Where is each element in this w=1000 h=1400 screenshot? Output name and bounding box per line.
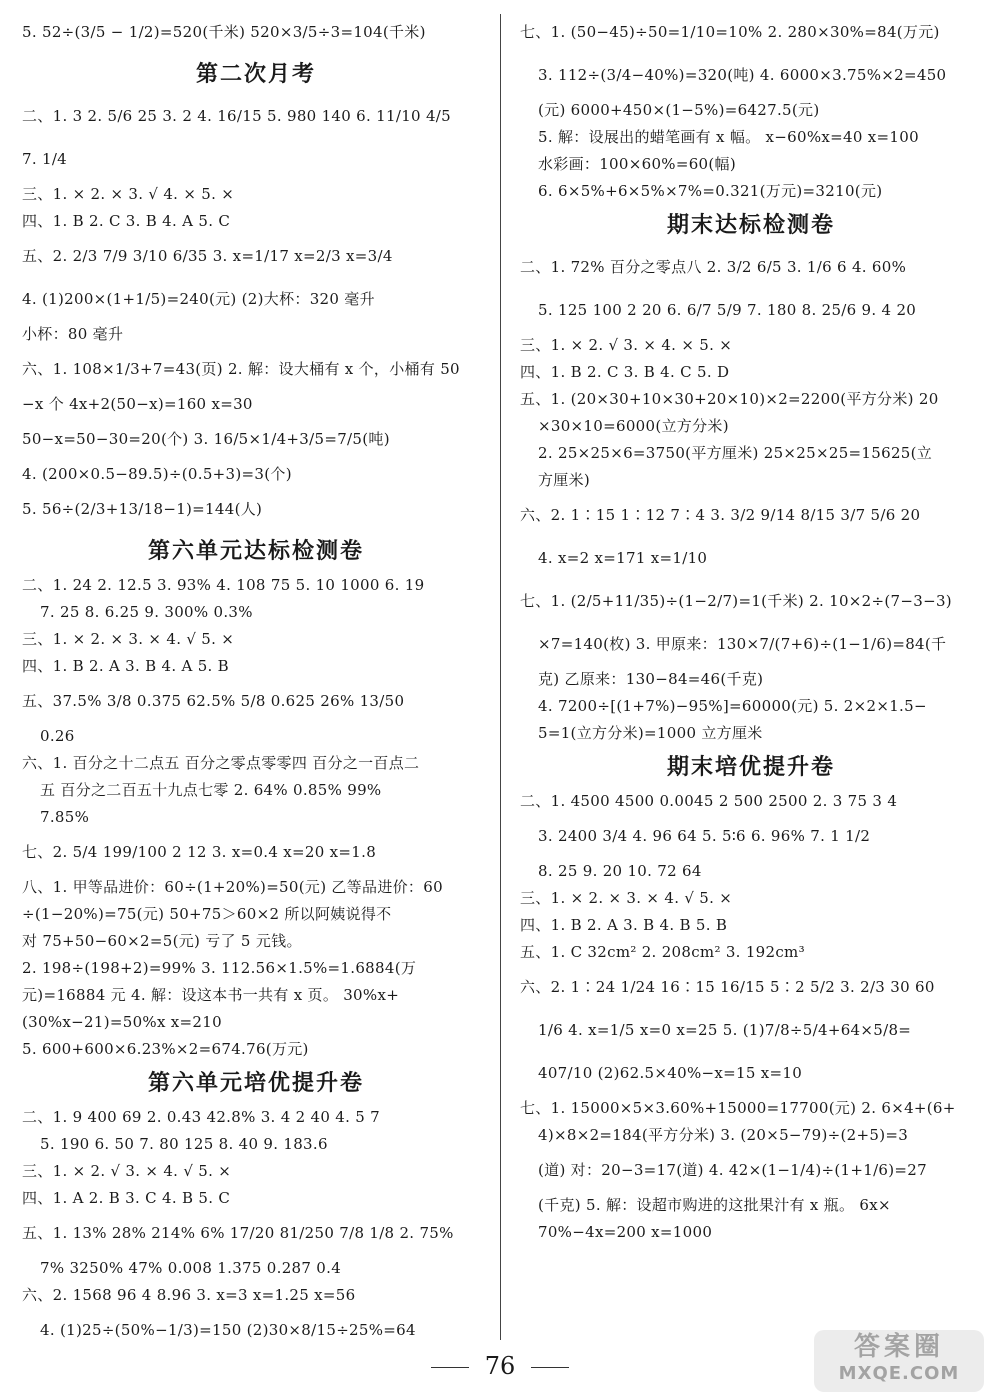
answer-line: 6. 6×5%+6×5%×7%=0.321(万元)=3210(元)	[538, 182, 883, 200]
answer-line: 5. 125 100 2 20 6. 6/7 5/9 7. 180 8. 25/6 9. 4 20	[538, 301, 917, 319]
answer-line: 5. 56÷(2/3+13/18−1)=144(人)	[22, 500, 263, 518]
answer-line: 六、2. 1∶15 1∶12 7∶4 3. 3/2 9/14 8/15 3/7 5/6 20	[520, 506, 921, 524]
answer-line: 5. 600+600×6.23%×2=674.76(万元)	[22, 1040, 309, 1058]
footer-dash-left	[431, 1367, 469, 1368]
column-divider	[500, 14, 501, 1340]
answer-line: 二、1. 24 2. 12.5 3. 93% 4. 108 75 5. 10 1000 6. 19	[22, 576, 425, 594]
answer-line: 四、1. B 2. A 3. B 4. A 5. B	[22, 657, 230, 675]
answer-line: 五、37.5% 3/8 0.375 62.5% 5/8 0.625 26% 13/50	[22, 692, 405, 710]
answer-line: (千克) 5. 解：设超市购进的这批果汁有 x 瓶。 6x×	[538, 1196, 891, 1214]
answer-line: 70%−4x=200 x=1000	[538, 1223, 713, 1241]
answer-line: ×7=140(枚) 3. 甲原来：130×7/(7+6)÷(1−1/6)=84(千	[538, 635, 947, 653]
answer-line: 407/10 (2)62.5×40%−x=15 x=10	[538, 1064, 803, 1082]
answer-line: 四、1. B 2. A 3. B 4. B 5. B	[520, 916, 728, 934]
answer-line: 7% 3250% 47% 0.008 1.375 0.287 0.4	[40, 1259, 342, 1277]
answer-line: 1/6 4. x=1/5 x=0 x=25 5. (1)7/8÷5/4+64×5/8=	[538, 1021, 912, 1039]
answer-line: 7.85%	[40, 808, 90, 826]
answer-line: 三、1. × 2. √ 3. × 4. √ 5. ×	[22, 1162, 232, 1180]
answer-line: 3. 2400 3/4 4. 96 64 5. 5∶6 6. 96% 7. 1 1/2	[538, 827, 871, 845]
section-heading: 第六单元达标检测卷	[147, 539, 364, 564]
answer-line: (道) 对：20−3=17(道) 4. 42×(1−1/4)÷(1+1/6)=27	[538, 1161, 927, 1179]
answer-line: 八、1. 甲等品进价：60÷(1+20%)=50(元) 乙等品进价：60	[22, 878, 443, 896]
answer-line: 六、2. 1∶24 1/24 16∶15 16/15 5∶2 5/2 3. 2/3 30 60	[520, 978, 935, 996]
answer-line: 8. 25 9. 20 10. 72 64	[538, 862, 702, 880]
answer-line: 二、1. 72% 百分之零点八 2. 3/2 6/5 3. 1/6 6 4. 60%	[520, 258, 907, 276]
answer-line: (30%x−21)=50%x x=210	[22, 1013, 222, 1031]
answer-line: 50−x=50−30=20(个) 3. 16/5×1/4+3/5=7/5(吨)	[22, 430, 390, 448]
page-number: 76	[484, 1352, 516, 1380]
answer-line: 2. 198÷(198+2)=99% 3. 112.56×1.5%=1.6884(万	[22, 959, 417, 977]
answer-line: 二、1. 9 400 69 2. 0.43 42.8% 3. 4 2 40 4. 5 7	[22, 1108, 381, 1126]
answer-line: 五、1. 13% 28% 214% 6% 17/20 81/250 7/8 1/8 2. 75%	[22, 1224, 454, 1242]
answer-line: 4. (200×0.5−89.5)÷(0.5+3)=3(个)	[22, 465, 292, 483]
answer-line: 方厘米)	[538, 471, 591, 489]
answer-line: 七、1. (2/5+11/35)÷(1−2/7)=1(千米) 2. 10×2÷(7−3−3)	[520, 592, 952, 610]
answer-line: 7. 1/4	[22, 150, 68, 168]
answer-line: 七、2. 5/4 199/100 2 12 3. x=0.4 x=20 x=1.8	[22, 843, 377, 861]
section-heading: 期末达标检测卷	[666, 213, 835, 238]
answer-line: 三、1. × 2. × 3. × 4. √ 5. ×	[520, 889, 733, 907]
answer-line: 4. (1)25÷(50%−1/3)=150 (2)30×8/15÷25%=64	[40, 1321, 416, 1339]
footer-dash-right	[531, 1367, 569, 1368]
answer-line: 四、1. B 2. C 3. B 4. C 5. D	[520, 363, 730, 381]
answer-line: 5=1(立方分米)=1000 立方厘米	[538, 724, 763, 742]
right-column	[520, 14, 982, 1249]
answer-line: 三、1. × 2. × 3. × 4. √ 5. ×	[22, 630, 235, 648]
answer-line: 五、2. 2/3 7/9 3/10 6/35 3. x=1/17 x=2/3 x=3/4	[22, 247, 393, 265]
section-heading: 期末培优提升卷	[666, 755, 835, 780]
answer-line: 5. 解：设展出的蜡笔画有 x 幅。 x−60%x=40 x=100	[538, 128, 919, 146]
watermark-logo	[814, 1330, 984, 1392]
answer-line: 三、1. × 2. √ 3. × 4. × 5. ×	[520, 336, 733, 354]
answer-line: 5. 190 6. 50 7. 80 125 8. 40 9. 183.6	[40, 1135, 328, 1153]
answer-line: 五、1. C 32cm² 2. 208cm² 3. 192cm³	[520, 943, 805, 961]
answer-line: 七、1. 15000×5×3.60%+15000=17700(元) 2. 6×4+(6+	[520, 1099, 956, 1117]
answer-line: (元) 6000+450×(1−5%)=6427.5(元)	[538, 101, 820, 119]
watermark-text: 答案圈	[853, 1332, 944, 1362]
answer-line: 六、1. 108×1/3+7=43(页) 2. 解：设大桶有 x 个，小桶有 50	[22, 360, 460, 378]
answer-line: 五 百分之二百五十九点七零 2. 64% 0.85% 99%	[40, 781, 382, 799]
answer-line: 元)=16884 元 4. 解：设这本书一共有 x 页。 30%x+	[22, 986, 400, 1004]
section-heading: 第二次月考	[195, 62, 316, 87]
answer-line: 克) 乙原来：130−84=46(千克)	[538, 670, 764, 688]
answer-line: 小杯：80 毫升	[22, 325, 124, 343]
answer-line: ÷(1−20%)=75(元) 50+75＞60×2 所以阿姨说得不	[22, 905, 392, 923]
watermark-url: MXQE.COM	[838, 1363, 960, 1384]
answer-line: 3. 112÷(3/4−40%)=320(吨) 4. 6000×3.75%×2=450	[538, 66, 947, 84]
answer-line: 对 75+50−60×2=5(元) 亏了 5 元钱。	[22, 932, 302, 950]
answer-line: 4)×8×2=184(平方分米) 3. (20×5−79)÷(2+5)=3	[538, 1126, 909, 1144]
answer-line: 5. 52÷(3/5 − 1/2)=520(千米) 520×3/5÷3=104(千米)	[22, 23, 426, 41]
answer-line: ×30×10=6000(立方分米)	[538, 417, 729, 435]
answer-line: 7. 25 8. 6.25 9. 300% 0.3%	[40, 603, 253, 621]
answer-line: 二、1. 3 2. 5/6 25 3. 2 4. 16/15 5. 980 140 6. 11/10 4/5	[22, 107, 451, 125]
answer-line: −x 个 4x+2(50−x)=160 x=30	[22, 395, 253, 413]
left-column	[22, 14, 490, 1355]
answer-line: 六、1. 百分之十二点五 百分之零点零零四 百分之一百点二	[22, 754, 420, 772]
section-heading: 第六单元培优提升卷	[147, 1071, 364, 1096]
answer-line: 四、1. B 2. C 3. B 4. A 5. C	[22, 212, 231, 230]
answer-line: 4. x=2 x=171 x=1/10	[538, 549, 708, 567]
answer-line: 三、1. × 2. × 3. √ 4. × 5. ×	[22, 185, 235, 203]
answer-line: 0.26	[40, 727, 75, 745]
answer-line: 七、1. (50−45)÷50=1/10=10% 2. 280×30%=84(万元)	[520, 23, 940, 41]
answer-line: 4. 7200÷[(1+7%)−95%]=60000(元) 5. 2×2×1.5−	[538, 697, 927, 715]
answer-line: 二、1. 4500 4500 0.0045 2 500 2500 2. 3 75 3 4	[520, 792, 898, 810]
answer-line: 2. 25×25×6=3750(平方厘米) 25×25×25=15625(立	[538, 444, 933, 462]
answer-line: 4. (1)200×(1+1/5)=240(元) (2)大杯：320 毫升	[22, 290, 375, 308]
answer-line: 六、2. 1568 96 4 8.96 3. x=3 x=1.25 x=56	[22, 1286, 356, 1304]
answer-line: 五、1. (20×30+10×30+20×10)×2=2200(平方分米) 20	[520, 390, 939, 408]
answer-line: 水彩画：100×60%=60(幅)	[538, 155, 736, 173]
answer-line: 四、1. A 2. B 3. C 4. B 5. C	[22, 1189, 231, 1207]
